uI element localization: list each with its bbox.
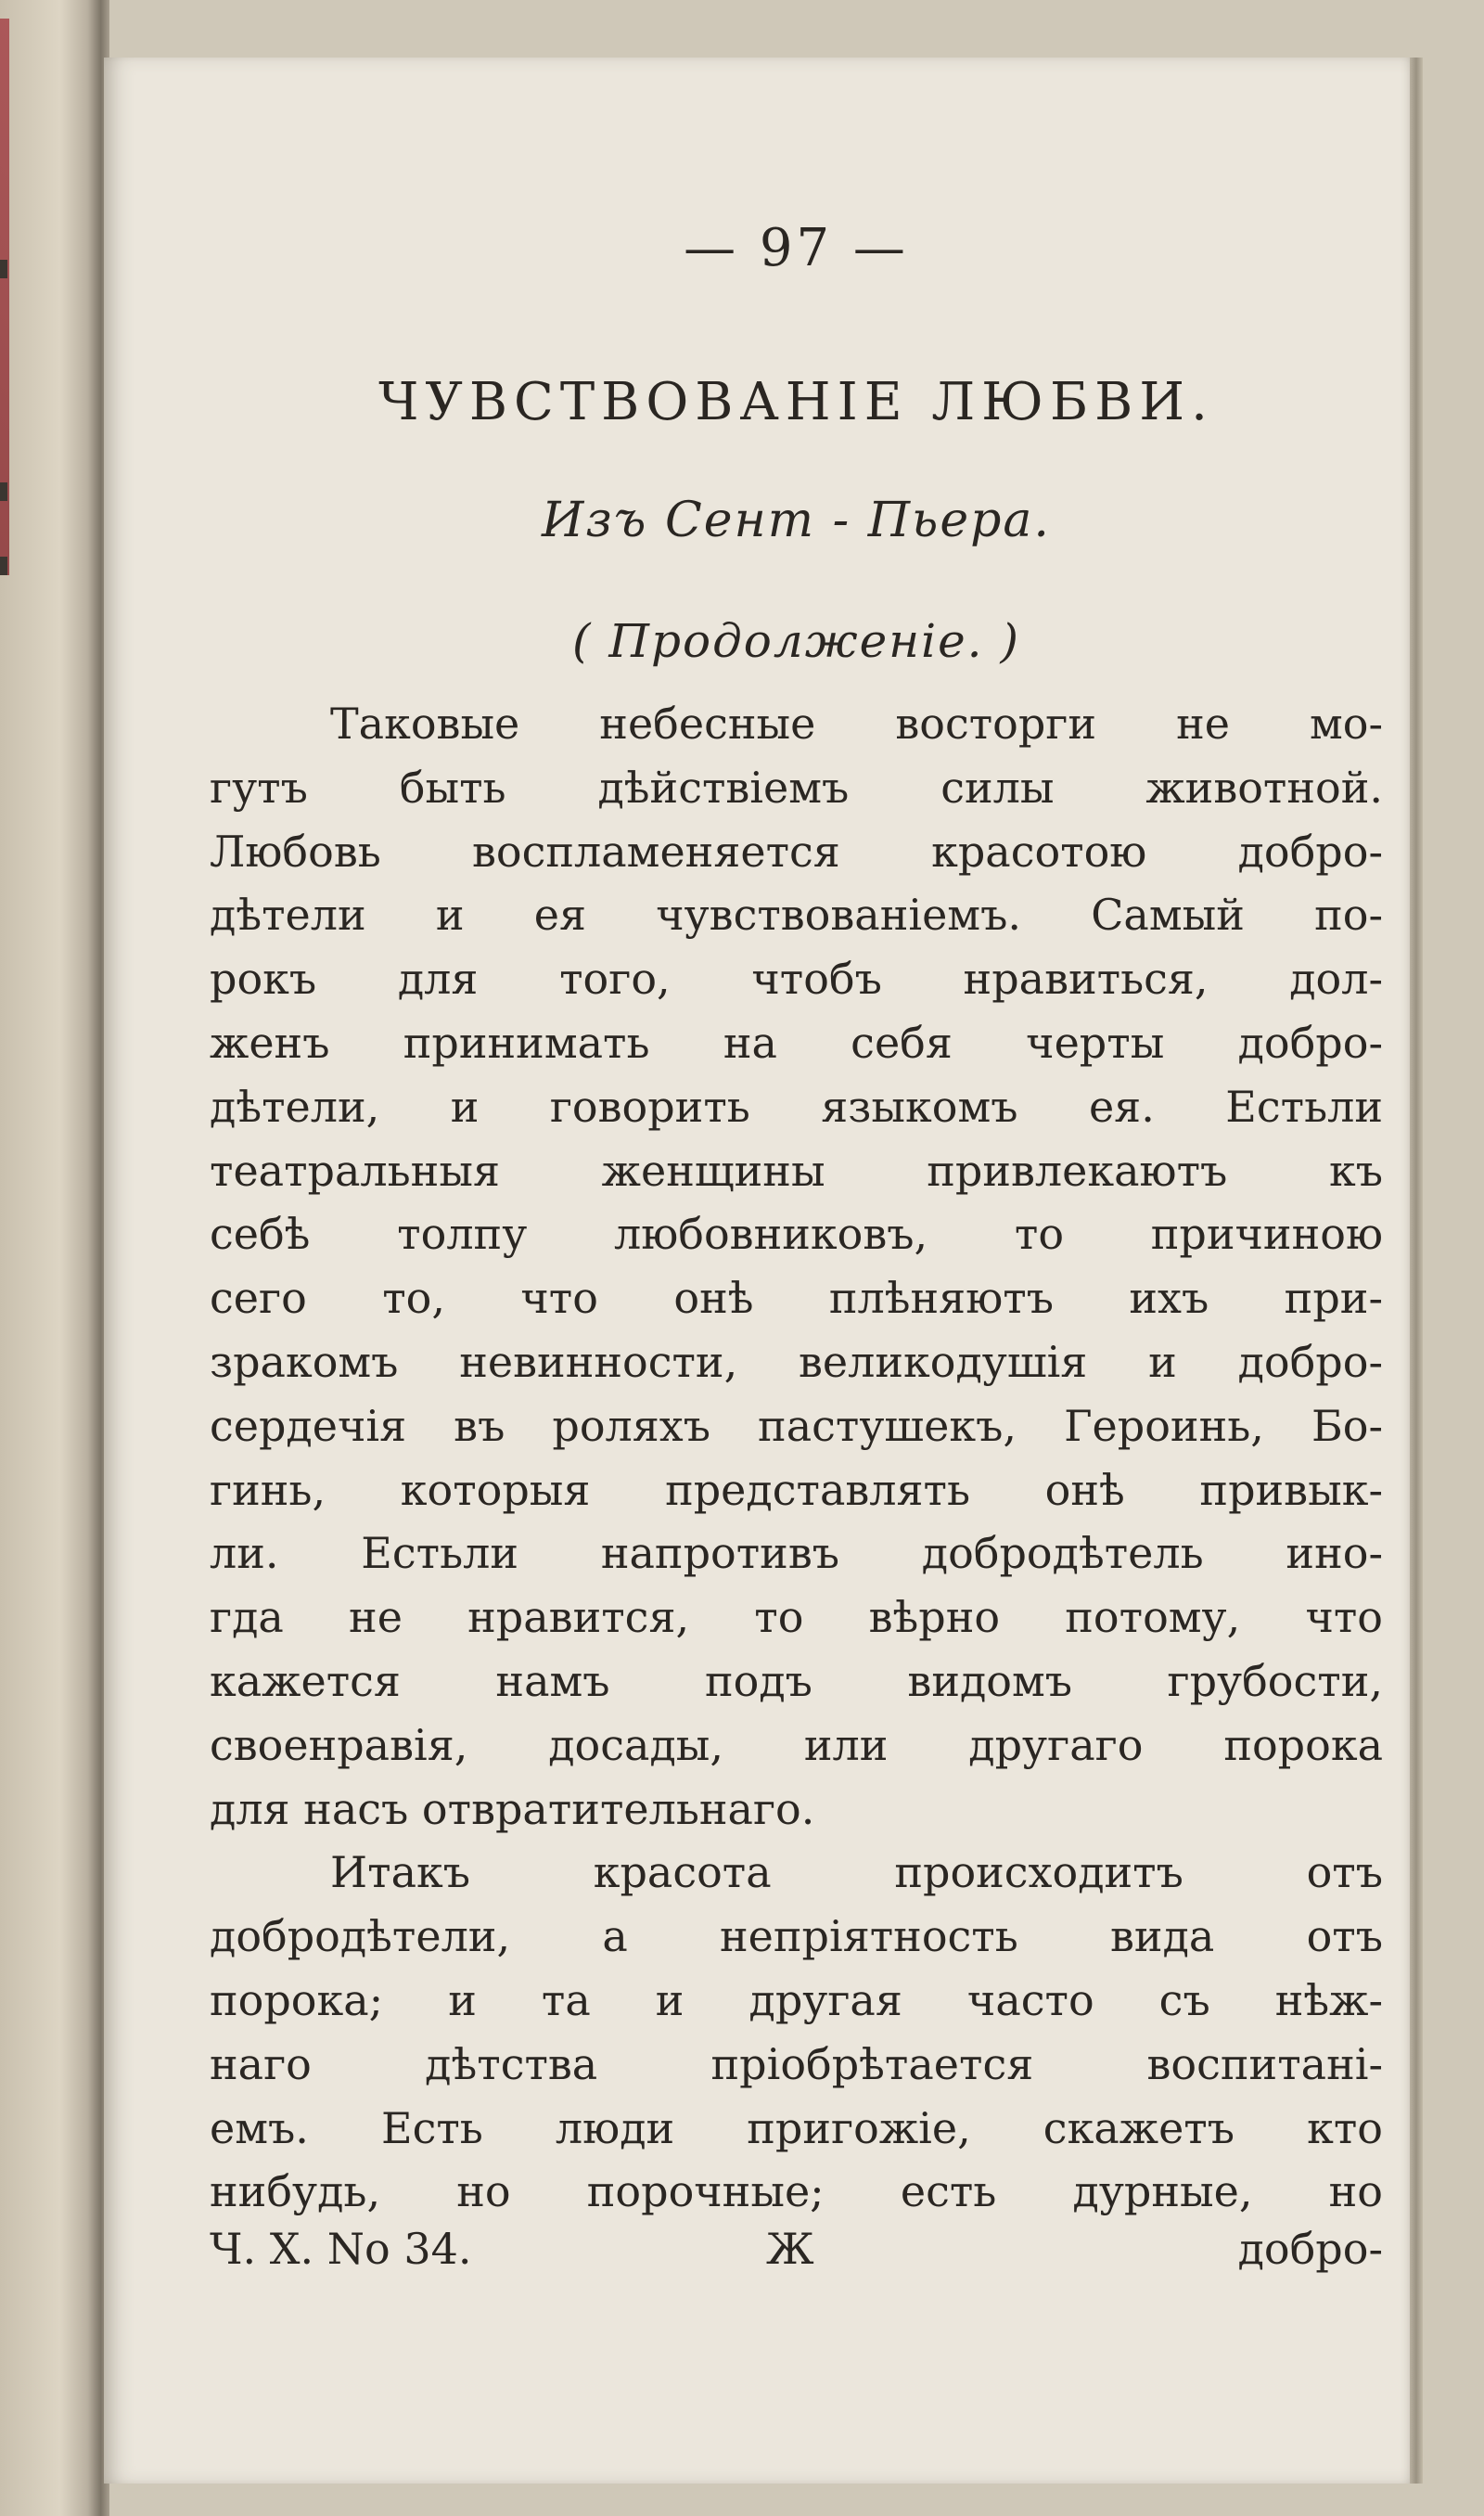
page-number: — 97 — bbox=[684, 218, 909, 278]
chapter-subtitle: Изъ Сент - Пьера. bbox=[542, 493, 1051, 548]
text-line: дѣтели, и говорить языкомъ ея. Естьли bbox=[210, 1081, 1383, 1132]
text-line: дѣтели и ея чувствованіемъ. Самый по- bbox=[210, 890, 1383, 941]
text-line: гинь, которыя представлять онѣ привык- bbox=[210, 1464, 1383, 1515]
text-line: для насъ отвратительнаго. bbox=[210, 1783, 815, 1834]
text-line: наго дѣтства пріобрѣтается воспитані- bbox=[210, 2038, 1383, 2089]
text-line: кажется намъ подъ видомъ грубости, bbox=[210, 1655, 1383, 1706]
text-line: театральныя женщины привлекаютъ къ bbox=[210, 1145, 1383, 1196]
text-line: сего то, что онѣ плѣняютъ ихъ при- bbox=[210, 1273, 1383, 1324]
text-line: Таковые небесные восторги не мо- bbox=[330, 699, 1383, 749]
text-line: порока; и та и другая часто съ нѣж- bbox=[210, 1974, 1383, 2025]
paragraph-2 bbox=[210, 1841, 1383, 2224]
chapter-title: ЧУВСТВОВАНІЕ ЛЮБВИ. bbox=[378, 372, 1214, 432]
page-footer bbox=[210, 2221, 1383, 2277]
edge-tick bbox=[0, 260, 7, 278]
paragraph-1 bbox=[210, 692, 1383, 1841]
text-line: Любовь воспламеняется красотою добро- bbox=[210, 826, 1383, 877]
text-line: емъ. Есть люди пригожіе, скажетъ кто bbox=[210, 2102, 1383, 2153]
signature-mark: Ч. X. No 34. bbox=[210, 2224, 472, 2274]
text-line: гутъ быть дѣйствіемъ силы животной. bbox=[210, 762, 1383, 813]
text-line: своенравія, досады, или другаго порока bbox=[210, 1719, 1383, 1770]
book-page bbox=[104, 58, 1410, 2484]
text-line: Итакъ красота происходитъ отъ bbox=[330, 1847, 1383, 1898]
left-page-edge bbox=[0, 0, 109, 2516]
edge-tick bbox=[0, 557, 7, 575]
text-line: зракомъ невинности, великодушія и добро- bbox=[210, 1336, 1383, 1387]
text-line: нибудь, но порочные; есть дурные, но bbox=[210, 2166, 1383, 2217]
signature-letter: Ж bbox=[766, 2224, 814, 2274]
text-line: сердечія въ роляхъ пастушекъ, Героинь, Бо- bbox=[210, 1400, 1383, 1451]
text-line: женъ принимать на себя черты добро- bbox=[210, 1017, 1383, 1068]
text-line: добродѣтели, а непріятность вида отъ bbox=[210, 1911, 1383, 1962]
edge-tick bbox=[0, 482, 7, 501]
text-line: гда не нравится, то вѣрно потому, что bbox=[210, 1592, 1383, 1643]
body-text bbox=[210, 692, 1383, 2224]
text-line: себѣ толпу любовниковъ, то причиною bbox=[210, 1209, 1383, 1260]
text-line: ли. Естьли напротивъ добродѣтель ино- bbox=[210, 1528, 1383, 1579]
text-line: рокъ для того, чтобъ нравиться, дол- bbox=[210, 954, 1383, 1005]
right-page-edge bbox=[1410, 58, 1423, 2484]
continued-note: ( Продолженіе. ) bbox=[572, 614, 1020, 668]
catchword: добро- bbox=[1237, 2224, 1383, 2274]
